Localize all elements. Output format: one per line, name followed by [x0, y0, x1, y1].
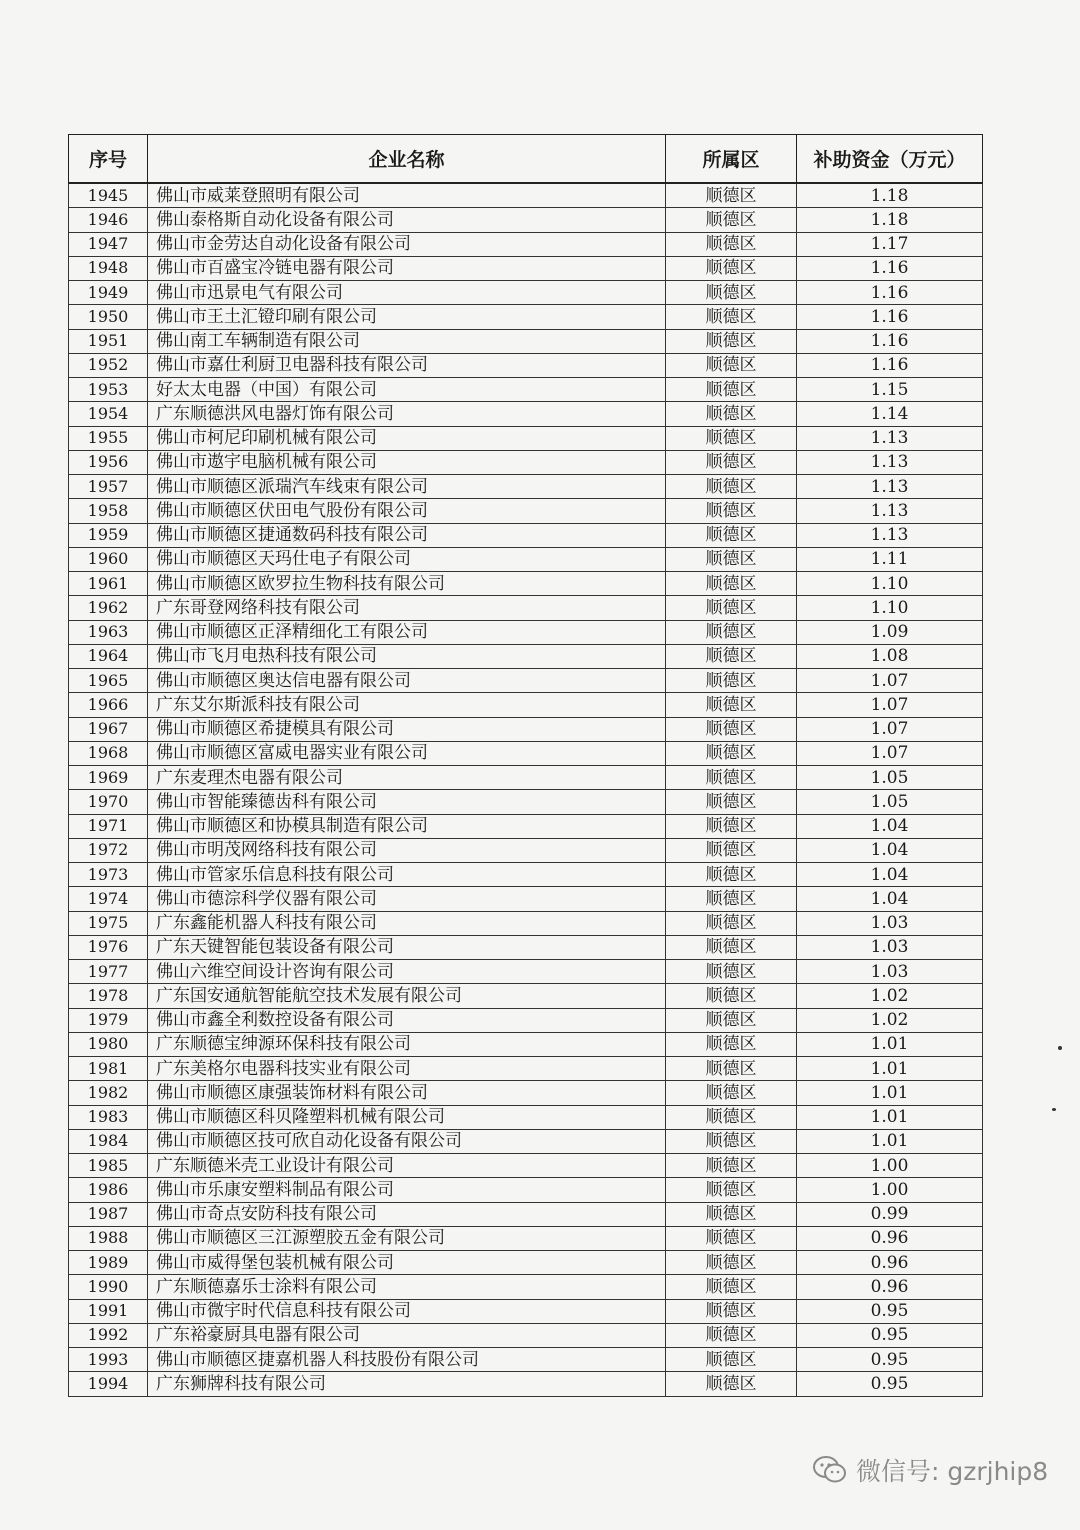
cell-district: 顺德区 [666, 426, 797, 450]
cell-serial: 1957 [69, 475, 148, 499]
wechat-icon [812, 1455, 848, 1485]
cell-serial: 1950 [69, 305, 148, 329]
cell-serial: 1955 [69, 426, 148, 450]
table-row [69, 1008, 983, 1032]
cell-serial: 1987 [69, 1202, 148, 1226]
cell-company: 佛山市迅景电气有限公司 [148, 281, 666, 305]
table-row [69, 1129, 983, 1153]
cell-amount: 1.00 [797, 1178, 983, 1202]
cell-company: 佛山市顺德区科贝隆塑料机械有限公司 [148, 1105, 666, 1129]
cell-amount: 1.16 [797, 305, 983, 329]
table-row [69, 1275, 983, 1299]
table-row [69, 620, 983, 644]
cell-company: 广东顺德米壳工业设计有限公司 [148, 1154, 666, 1178]
cell-serial: 1985 [69, 1154, 148, 1178]
cell-district: 顺德区 [666, 1129, 797, 1153]
cell-amount: 1.01 [797, 1032, 983, 1056]
table-row [69, 475, 983, 499]
cell-district: 顺德区 [666, 1372, 797, 1396]
cell-company: 广东鑫能机器人科技有限公司 [148, 911, 666, 935]
cell-amount: 1.07 [797, 693, 983, 717]
cell-serial: 1990 [69, 1275, 148, 1299]
cell-company: 佛山市金劳达自动化设备有限公司 [148, 232, 666, 256]
cell-district: 顺德区 [666, 1032, 797, 1056]
cell-amount: 0.95 [797, 1348, 983, 1372]
table-row [69, 1348, 983, 1372]
cell-company: 佛山市嘉仕利厨卫电器科技有限公司 [148, 353, 666, 377]
cell-district: 顺德区 [666, 572, 797, 596]
cell-district: 顺德区 [666, 329, 797, 353]
cell-serial: 1972 [69, 838, 148, 862]
cell-district: 顺德区 [666, 475, 797, 499]
cell-amount: 1.01 [797, 1129, 983, 1153]
table-row [69, 450, 983, 474]
cell-company: 广东顺德洪风电器灯饰有限公司 [148, 402, 666, 426]
cell-serial: 1986 [69, 1178, 148, 1202]
cell-amount: 1.14 [797, 402, 983, 426]
cell-company: 佛山市顺德区派瑞汽车线束有限公司 [148, 475, 666, 499]
cell-amount: 0.95 [797, 1372, 983, 1396]
table-row [69, 523, 983, 547]
table-row [69, 1202, 983, 1226]
cell-company: 佛山市微宇时代信息科技有限公司 [148, 1299, 666, 1323]
cell-amount: 1.13 [797, 450, 983, 474]
scan-speck [1052, 1108, 1056, 1111]
cell-district: 顺德区 [666, 1323, 797, 1347]
cell-serial: 1952 [69, 353, 148, 377]
header-company: 企业名称 [148, 135, 666, 184]
cell-amount: 1.17 [797, 232, 983, 256]
cell-company: 佛山泰格斯自动化设备有限公司 [148, 208, 666, 232]
cell-company: 佛山市管家乐信息科技有限公司 [148, 863, 666, 887]
cell-district: 顺德区 [666, 547, 797, 571]
table-row [69, 1226, 983, 1250]
cell-district: 顺德区 [666, 305, 797, 329]
cell-district: 顺德区 [666, 1178, 797, 1202]
cell-district: 顺德区 [666, 1348, 797, 1372]
cell-serial: 1979 [69, 1008, 148, 1032]
cell-company: 佛山市顺德区奥达信电器有限公司 [148, 669, 666, 693]
cell-company: 佛山市顺德区正泽精细化工有限公司 [148, 620, 666, 644]
watermark-text: 微信号: gzrjhip8 [856, 1457, 1049, 1486]
table-row [69, 1105, 983, 1129]
table-row [69, 1323, 983, 1347]
cell-company: 佛山市顺德区和协模具制造有限公司 [148, 814, 666, 838]
cell-district: 顺德区 [666, 960, 797, 984]
cell-company: 佛山市德淙科学仪器有限公司 [148, 887, 666, 911]
cell-amount: 1.04 [797, 814, 983, 838]
cell-district: 顺德区 [666, 1275, 797, 1299]
cell-serial: 1965 [69, 669, 148, 693]
cell-company: 广东艾尔斯派科技有限公司 [148, 693, 666, 717]
cell-company: 佛山南工车辆制造有限公司 [148, 329, 666, 353]
cell-serial: 1960 [69, 547, 148, 571]
cell-amount: 1.15 [797, 378, 983, 402]
cell-company: 佛山市王土汇镫印刷有限公司 [148, 305, 666, 329]
cell-company: 佛山市顺德区捷通数码科技有限公司 [148, 523, 666, 547]
cell-serial: 1956 [69, 450, 148, 474]
cell-company: 佛山市顺德区技可欣自动化设备有限公司 [148, 1129, 666, 1153]
table-row [69, 814, 983, 838]
cell-serial: 1949 [69, 281, 148, 305]
cell-amount: 1.02 [797, 1008, 983, 1032]
cell-company: 佛山市顺德区康强装饰材料有限公司 [148, 1081, 666, 1105]
cell-amount: 0.96 [797, 1226, 983, 1250]
cell-company: 广东顺德宝绅源环保科技有限公司 [148, 1032, 666, 1056]
cell-company: 佛山市顺德区天玛仕电子有限公司 [148, 547, 666, 571]
cell-district: 顺德区 [666, 281, 797, 305]
cell-company: 佛山市遨宇电脑机械有限公司 [148, 450, 666, 474]
cell-amount: 1.03 [797, 911, 983, 935]
cell-company: 广东天键智能包装设备有限公司 [148, 935, 666, 959]
cell-district: 顺德区 [666, 1081, 797, 1105]
cell-company: 佛山市威得堡包装机械有限公司 [148, 1251, 666, 1275]
cell-company: 广东裕豪厨具电器有限公司 [148, 1323, 666, 1347]
cell-serial: 1991 [69, 1299, 148, 1323]
cell-district: 顺德区 [666, 208, 797, 232]
cell-serial: 1946 [69, 208, 148, 232]
cell-serial: 1980 [69, 1032, 148, 1056]
cell-amount: 1.16 [797, 353, 983, 377]
cell-amount: 0.99 [797, 1202, 983, 1226]
cell-serial: 1982 [69, 1081, 148, 1105]
header-amount: 补助资金（万元） [797, 135, 983, 184]
cell-district: 顺德区 [666, 1105, 797, 1129]
cell-amount: 1.16 [797, 281, 983, 305]
table-row [69, 256, 983, 280]
table-row [69, 353, 983, 377]
cell-company: 广东麦理杰电器有限公司 [148, 766, 666, 790]
cell-serial: 1978 [69, 984, 148, 1008]
cell-amount: 1.13 [797, 523, 983, 547]
table-row [69, 1251, 983, 1275]
cell-serial: 1967 [69, 717, 148, 741]
cell-company: 佛山六维空间设计咨询有限公司 [148, 960, 666, 984]
cell-serial: 1984 [69, 1129, 148, 1153]
cell-company: 广东哥登网络科技有限公司 [148, 596, 666, 620]
cell-amount: 1.01 [797, 1081, 983, 1105]
table-row [69, 693, 983, 717]
table-row [69, 838, 983, 862]
cell-serial: 1976 [69, 935, 148, 959]
cell-company: 佛山市威莱登照明有限公司 [148, 183, 666, 208]
cell-district: 顺德区 [666, 450, 797, 474]
cell-company: 广东狮牌科技有限公司 [148, 1372, 666, 1396]
cell-serial: 1970 [69, 790, 148, 814]
cell-company: 好太太电器（中国）有限公司 [148, 378, 666, 402]
cell-amount: 1.18 [797, 208, 983, 232]
table-row [69, 984, 983, 1008]
cell-district: 顺德区 [666, 1202, 797, 1226]
subsidy-table [68, 134, 983, 1397]
table-row [69, 208, 983, 232]
cell-company: 佛山市奇点安防科技有限公司 [148, 1202, 666, 1226]
cell-amount: 1.08 [797, 644, 983, 668]
table-row [69, 741, 983, 765]
cell-amount: 1.18 [797, 183, 983, 208]
cell-company: 佛山市百盛宝冷链电器有限公司 [148, 256, 666, 280]
cell-company: 佛山市顺德区捷嘉机器人科技股份有限公司 [148, 1348, 666, 1372]
cell-district: 顺德区 [666, 693, 797, 717]
table-row [69, 887, 983, 911]
cell-district: 顺德区 [666, 644, 797, 668]
cell-company: 佛山市智能臻德齿科有限公司 [148, 790, 666, 814]
cell-serial: 1959 [69, 523, 148, 547]
cell-amount: 1.04 [797, 863, 983, 887]
cell-district: 顺德区 [666, 1057, 797, 1081]
cell-district: 顺德区 [666, 183, 797, 208]
table-row [69, 1299, 983, 1323]
cell-serial: 1988 [69, 1226, 148, 1250]
table-row [69, 1081, 983, 1105]
cell-district: 顺德区 [666, 232, 797, 256]
cell-serial: 1971 [69, 814, 148, 838]
cell-serial: 1945 [69, 183, 148, 208]
table-row [69, 1057, 983, 1081]
cell-district: 顺德区 [666, 838, 797, 862]
cell-district: 顺德区 [666, 1154, 797, 1178]
cell-serial: 1977 [69, 960, 148, 984]
table-row [69, 426, 983, 450]
cell-amount: 1.09 [797, 620, 983, 644]
table-row [69, 766, 983, 790]
table-row [69, 499, 983, 523]
cell-district: 顺德区 [666, 741, 797, 765]
cell-amount: 1.16 [797, 256, 983, 280]
cell-company: 佛山市顺德区欧罗拉生物科技有限公司 [148, 572, 666, 596]
cell-amount: 1.13 [797, 499, 983, 523]
cell-district: 顺德区 [666, 353, 797, 377]
table-row [69, 232, 983, 256]
cell-amount: 1.03 [797, 935, 983, 959]
cell-amount: 1.04 [797, 838, 983, 862]
cell-company: 佛山市顺德区三江源塑胶五金有限公司 [148, 1226, 666, 1250]
cell-amount: 1.02 [797, 984, 983, 1008]
cell-amount: 1.03 [797, 960, 983, 984]
cell-amount: 0.96 [797, 1251, 983, 1275]
cell-company: 广东顺德嘉乐士涂料有限公司 [148, 1275, 666, 1299]
cell-district: 顺德区 [666, 1251, 797, 1275]
cell-company: 佛山市明茂网络科技有限公司 [148, 838, 666, 862]
cell-serial: 1966 [69, 693, 148, 717]
cell-amount: 1.00 [797, 1154, 983, 1178]
cell-serial: 1989 [69, 1251, 148, 1275]
table-row [69, 1372, 983, 1396]
cell-serial: 1992 [69, 1323, 148, 1347]
table-row [69, 281, 983, 305]
cell-serial: 1974 [69, 887, 148, 911]
cell-district: 顺德区 [666, 935, 797, 959]
table-row [69, 547, 983, 571]
cell-amount: 1.05 [797, 790, 983, 814]
table-row [69, 402, 983, 426]
cell-amount: 1.07 [797, 717, 983, 741]
cell-district: 顺德区 [666, 402, 797, 426]
cell-district: 顺德区 [666, 814, 797, 838]
table-row [69, 911, 983, 935]
table-row [69, 596, 983, 620]
cell-amount: 1.13 [797, 475, 983, 499]
cell-district: 顺德区 [666, 790, 797, 814]
cell-amount: 1.16 [797, 329, 983, 353]
cell-company: 佛山市乐康安塑料制品有限公司 [148, 1178, 666, 1202]
table-row [69, 1178, 983, 1202]
table-row [69, 572, 983, 596]
cell-amount: 1.01 [797, 1057, 983, 1081]
cell-amount: 0.96 [797, 1275, 983, 1299]
cell-amount: 1.07 [797, 669, 983, 693]
cell-serial: 1961 [69, 572, 148, 596]
cell-company: 佛山市柯尼印刷机械有限公司 [148, 426, 666, 450]
cell-district: 顺德区 [666, 499, 797, 523]
cell-company: 佛山市顺德区富威电器实业有限公司 [148, 741, 666, 765]
table-body [69, 183, 983, 1396]
cell-serial: 1947 [69, 232, 148, 256]
table-row [69, 863, 983, 887]
table-row [69, 644, 983, 668]
cell-district: 顺德区 [666, 523, 797, 547]
cell-serial: 1948 [69, 256, 148, 280]
cell-company: 广东国安通航智能航空技术发展有限公司 [148, 984, 666, 1008]
cell-amount: 0.95 [797, 1299, 983, 1323]
cell-district: 顺德区 [666, 596, 797, 620]
table-row [69, 960, 983, 984]
cell-company: 佛山市飞月电热科技有限公司 [148, 644, 666, 668]
table-header-row [69, 135, 983, 184]
cell-amount: 1.04 [797, 887, 983, 911]
cell-serial: 1951 [69, 329, 148, 353]
cell-serial: 1981 [69, 1057, 148, 1081]
table-row [69, 1032, 983, 1056]
cell-serial: 1983 [69, 1105, 148, 1129]
cell-serial: 1958 [69, 499, 148, 523]
cell-amount: 1.01 [797, 1105, 983, 1129]
cell-serial: 1973 [69, 863, 148, 887]
cell-serial: 1964 [69, 644, 148, 668]
table-row [69, 935, 983, 959]
cell-serial: 1975 [69, 911, 148, 935]
table-row [69, 669, 983, 693]
table-row [69, 717, 983, 741]
cell-district: 顺德区 [666, 863, 797, 887]
cell-amount: 1.07 [797, 741, 983, 765]
cell-serial: 1969 [69, 766, 148, 790]
table-row [69, 378, 983, 402]
cell-serial: 1963 [69, 620, 148, 644]
cell-serial: 1993 [69, 1348, 148, 1372]
cell-amount: 1.11 [797, 547, 983, 571]
cell-district: 顺德区 [666, 378, 797, 402]
cell-company: 广东美格尔电器科技实业有限公司 [148, 1057, 666, 1081]
table-row [69, 329, 983, 353]
cell-district: 顺德区 [666, 984, 797, 1008]
header-serial: 序号 [69, 135, 148, 184]
cell-amount: 0.95 [797, 1323, 983, 1347]
cell-serial: 1953 [69, 378, 148, 402]
table-row [69, 1154, 983, 1178]
header-district: 所属区 [666, 135, 797, 184]
cell-company: 佛山市顺德区希捷模具有限公司 [148, 717, 666, 741]
cell-district: 顺德区 [666, 911, 797, 935]
cell-company: 佛山市鑫全利数控设备有限公司 [148, 1008, 666, 1032]
cell-district: 顺德区 [666, 717, 797, 741]
cell-amount: 1.10 [797, 572, 983, 596]
cell-serial: 1962 [69, 596, 148, 620]
cell-district: 顺德区 [666, 256, 797, 280]
watermark [812, 1452, 1048, 1488]
cell-amount: 1.13 [797, 426, 983, 450]
cell-district: 顺德区 [666, 1226, 797, 1250]
cell-district: 顺德区 [666, 1008, 797, 1032]
cell-amount: 1.05 [797, 766, 983, 790]
scan-speck [1058, 1046, 1062, 1050]
cell-serial: 1994 [69, 1372, 148, 1396]
table-row [69, 305, 983, 329]
cell-district: 顺德区 [666, 620, 797, 644]
cell-amount: 1.10 [797, 596, 983, 620]
cell-district: 顺德区 [666, 669, 797, 693]
cell-district: 顺德区 [666, 766, 797, 790]
cell-serial: 1954 [69, 402, 148, 426]
cell-serial: 1968 [69, 741, 148, 765]
table-row [69, 790, 983, 814]
table-row [69, 183, 983, 208]
cell-district: 顺德区 [666, 1299, 797, 1323]
cell-company: 佛山市顺德区伏田电气股份有限公司 [148, 499, 666, 523]
cell-district: 顺德区 [666, 887, 797, 911]
